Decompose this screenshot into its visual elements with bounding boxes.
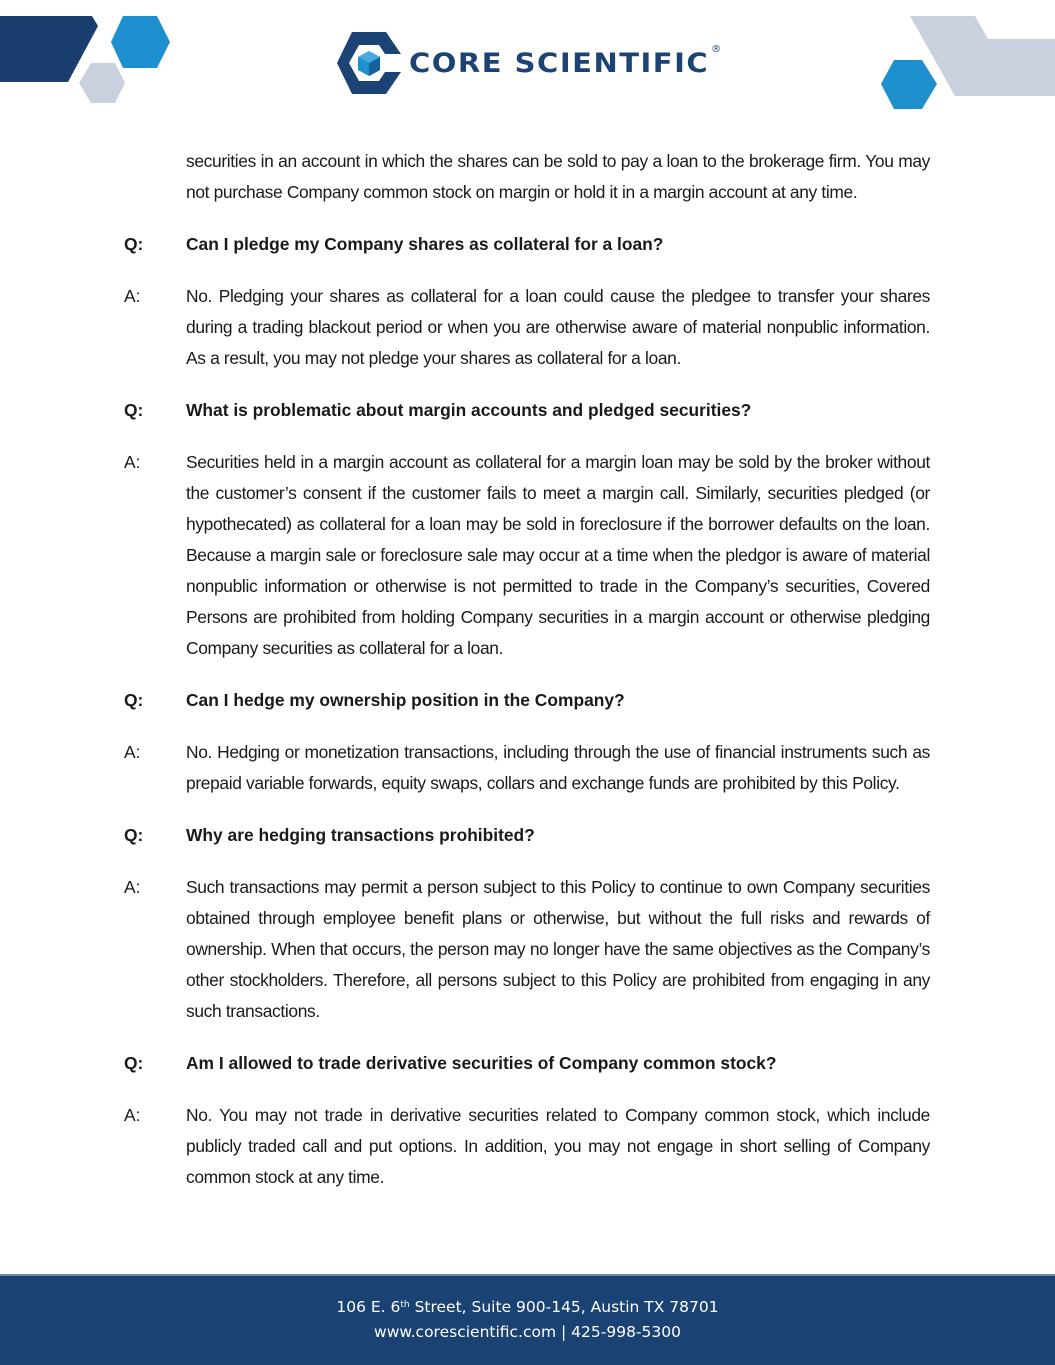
question-text: Why are hedging transactions prohibited? [186, 825, 535, 845]
faq-answer [124, 447, 930, 664]
faq-question [124, 395, 930, 426]
faq-question [124, 1048, 930, 1079]
question-label: Q: [124, 690, 144, 710]
company-logo [335, 30, 721, 96]
answer-label: A: [124, 742, 141, 762]
footer-contact: www.corescientific.com | 425-998-5300 [374, 1323, 681, 1341]
answer-text: No. Hedging or monetization transactions, including through the use of financial instruments such as prepaid variable forwards, equity swaps, collars and exchange funds are prohibited by this Policy. [186, 742, 930, 793]
faq-item [0, 229, 1055, 374]
faq-item [0, 820, 1055, 1027]
faq-item [0, 1048, 1055, 1193]
answer-text: No. You may not trade in derivative securities related to Company common stock, which include publicly traded call and put options. In addition, you may not engage in short selling of Company common stock at any time. [186, 1105, 930, 1187]
document-body [0, 146, 1055, 1214]
faq-answer [124, 1100, 930, 1193]
question-label: Q: [124, 825, 144, 845]
question-label: Q: [124, 234, 144, 254]
header-decoration-left [0, 0, 180, 110]
gray-hexagon-shape [79, 63, 125, 103]
footer-address: 106 E. 6th Street, Suite 900-145, Austin TX 78701 [336, 1298, 719, 1316]
faq-question [124, 229, 930, 260]
core-scientific-logo-icon [335, 30, 403, 96]
question-text: Can I hedge my ownership position in the Company? [186, 690, 625, 710]
question-label: Q: [124, 1053, 144, 1073]
page-footer [0, 1274, 1055, 1365]
answer-label: A: [124, 1105, 141, 1125]
faq-answer [124, 281, 930, 374]
question-text: What is problematic about margin accounts and pledged securities? [186, 400, 752, 420]
navy-parallelogram-shape [0, 16, 98, 82]
question-text: Can I pledge my Company shares as collateral for a loan? [186, 234, 664, 254]
answer-label: A: [124, 286, 141, 306]
answer-text: Securities held in a margin account as collateral for a margin loan may be sold by the broker without the customer’s consent if the customer fails to meet a margin call. Similarly, securities pledged (or hypothecated) as collateral for a loan may be sold in foreclosure if the borrower defaults on the loan. Because a margin sale or foreclosure sale may occur at a time when the pledgor is aware of material nonpublic information or otherwise is not permitted to trade in the Company’s securities, Covered Persons are prohibited from holding Company securities in a margin account or otherwise pledging Company securities as collateral for a loan. [186, 452, 930, 658]
header-decoration-right [870, 0, 1055, 115]
answer-text: Such transactions may permit a person subject to this Policy to continue to own Company securities obtained through employee benefit plans or otherwise, but without the full risks and rewards of ownership. When that occurs, the person may no longer have the same objectives as the Company’s other stockholders. Therefore, all persons subject to this Policy are prohibited from engaging in any such transactions. [186, 877, 930, 1021]
blue-hexagon-shape [111, 16, 170, 68]
answer-label: A: [124, 877, 141, 897]
question-text: Am I allowed to trade derivative securities of Company common stock? [186, 1053, 777, 1073]
continued-paragraph: securities in an account in which the shares can be sold to pay a loan to the brokerage firm. You may not purchase Company common stock on margin or hold it in a margin account at any time. [186, 151, 930, 202]
question-label: Q: [124, 400, 144, 420]
faq-item [0, 685, 1055, 799]
faq-item [0, 395, 1055, 664]
answer-text: No. Pledging your shares as collateral for a loan could cause the pledgee to transfer your shares during a trading blackout period or when you are otherwise aware of material nonpublic information. As a result, you may not pledge your shares as collateral for a loan. [186, 286, 930, 368]
faq-question [124, 820, 930, 851]
faq-question [124, 685, 930, 716]
faq-answer [124, 872, 930, 1027]
brand-name: CORE SCIENTIFIC [409, 46, 710, 79]
answer-label: A: [124, 452, 141, 472]
blue-hexagon-shape [881, 60, 937, 109]
faq-answer [124, 737, 930, 799]
registered-mark: ® [711, 43, 722, 55]
